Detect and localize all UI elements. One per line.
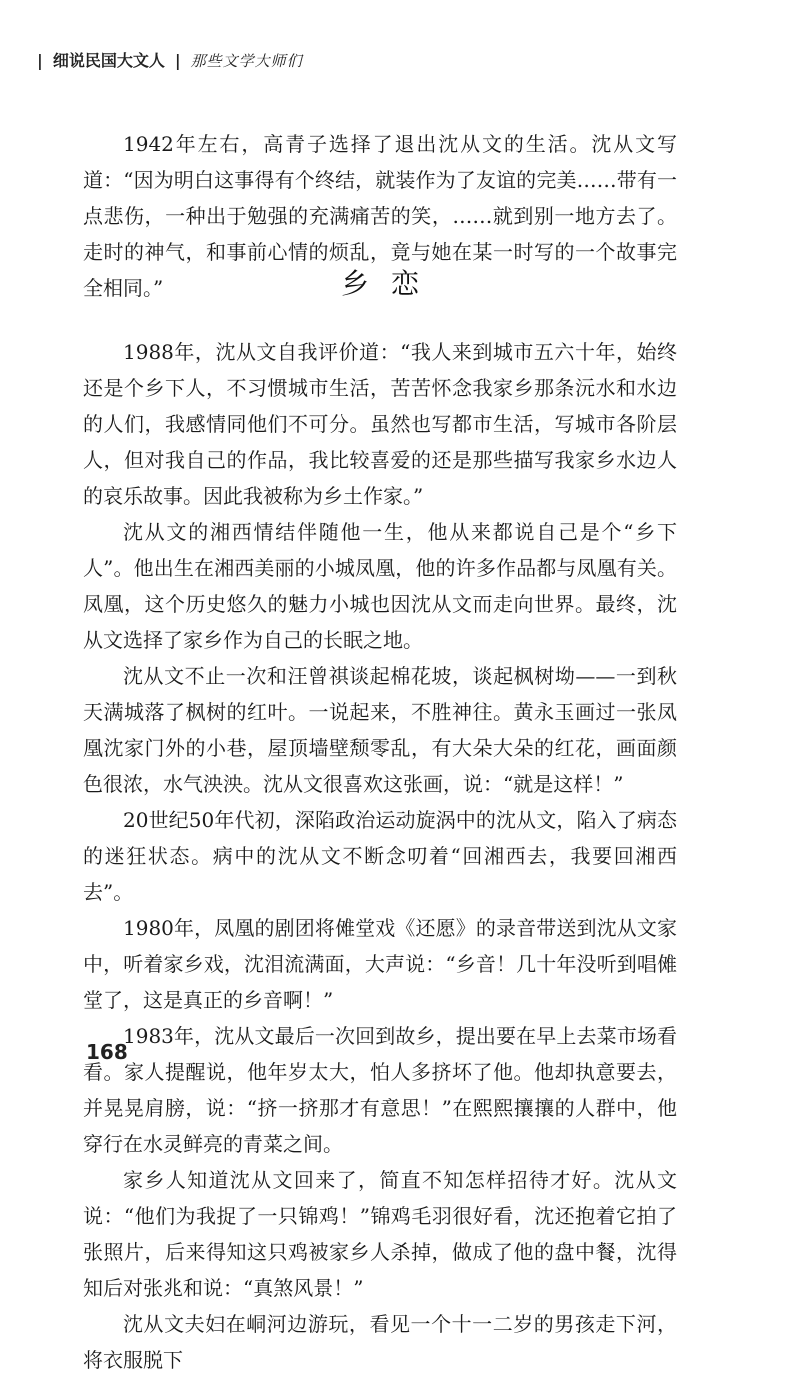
body-paragraph: 沈从文夫妇在峒河边游玩，看见一个十一二岁的男孩走下河，将衣服脱下 xyxy=(83,1312,677,1372)
body-paragraph: 家乡人知道沈从文回来了，简直不知怎样招待才好。沈从文说：“他们为我捉了一只锦鸡！”锦鸡毛羽很好看，沈还抱着它拍了张照片，后来得知这只鸡被家乡人杀掉，做成了他的盘中餐，沈得知后对张兆和说：“真煞风景！” xyxy=(83,1168,677,1300)
chapter-body xyxy=(83,334,677,1378)
body-paragraph: 1983年，沈从文最后一次回到故乡，提出要在早上去菜市场看看。家人提醒说，他年岁太大，怕人多挤坏了他。他却执意要去，并晃晃肩膀，说：“挤一挤那才有意思！”在熙熙攘攘的人群中，他穿行在水灵鲜亮的青菜之间。 xyxy=(83,1024,677,1156)
book-title: 细说民国大文人 xyxy=(52,51,165,70)
section-title: 那些文学大师们 xyxy=(190,52,303,70)
chapter-title: 乡恋 xyxy=(340,267,441,300)
intro-paragraph: 1942年左右，高青子选择了退出沈从文的生活。沈从文写道：“因为明白这事得有个终结，就装作为了友谊的完美……带有一点悲伤，一种出于勉强的充满痛苦的笑，……就到别一地方去了。走时的神气，和事前心情的烦乱，竟与她在某一时写的一个故事完全相同。” xyxy=(83,132,677,300)
header-bar: | xyxy=(37,51,43,70)
page-number: 168 xyxy=(86,1040,128,1064)
body-paragraph: 沈从文不止一次和汪曾祺谈起棉花坡，谈起枫树坳——一到秋天满城落了枫树的红叶。一说起来，不胜神往。黄永玉画过一张凤凰沈家门外的小巷，屋顶墙壁颓零乱，有大朵大朵的红花，画面颜色很浓，水气泱泱。沈从文很喜欢这张画，说：“就是这样！” xyxy=(83,664,677,796)
body-paragraph: 1980年，凤凰的剧团将傩堂戏《还愿》的录音带送到沈从文家中，听着家乡戏，沈泪流满面，大声说：“乡音！几十年没听到唱傩堂了，这是真正的乡音啊！” xyxy=(83,916,677,1012)
body-paragraph: 20世纪50年代初，深陷政治运动旋涡中的沈从文，陷入了病态的迷狂状态。病中的沈从文不断念叨着“回湘西去，我要回湘西去”。 xyxy=(83,808,677,904)
body-paragraph: 沈从文的湘西情结伴随他一生，他从来都说自己是个“乡下人”。他出生在湘西美丽的小城凤凰，他的许多作品都与凤凰有关。凤凰，这个历史悠久的魅力小城也因沈从文而走向世界。最终，沈从文选择了家乡作为自己的长眠之地。 xyxy=(83,520,677,652)
header-separator: | xyxy=(174,51,181,70)
running-head xyxy=(37,50,303,72)
body-paragraph: 1988年，沈从文自我评价道：“我人来到城市五六十年，始终还是个乡下人，不习惯城市生活，苦苦怀念我家乡那条沅水和水边的人们，我感情同他们不可分。虽然也写都市生活，写城市各阶层人，但对我自己的作品，我比较喜爱的还是那些描写我家乡水边人的哀乐故事。因此我被称为乡土作家。” xyxy=(83,340,677,508)
